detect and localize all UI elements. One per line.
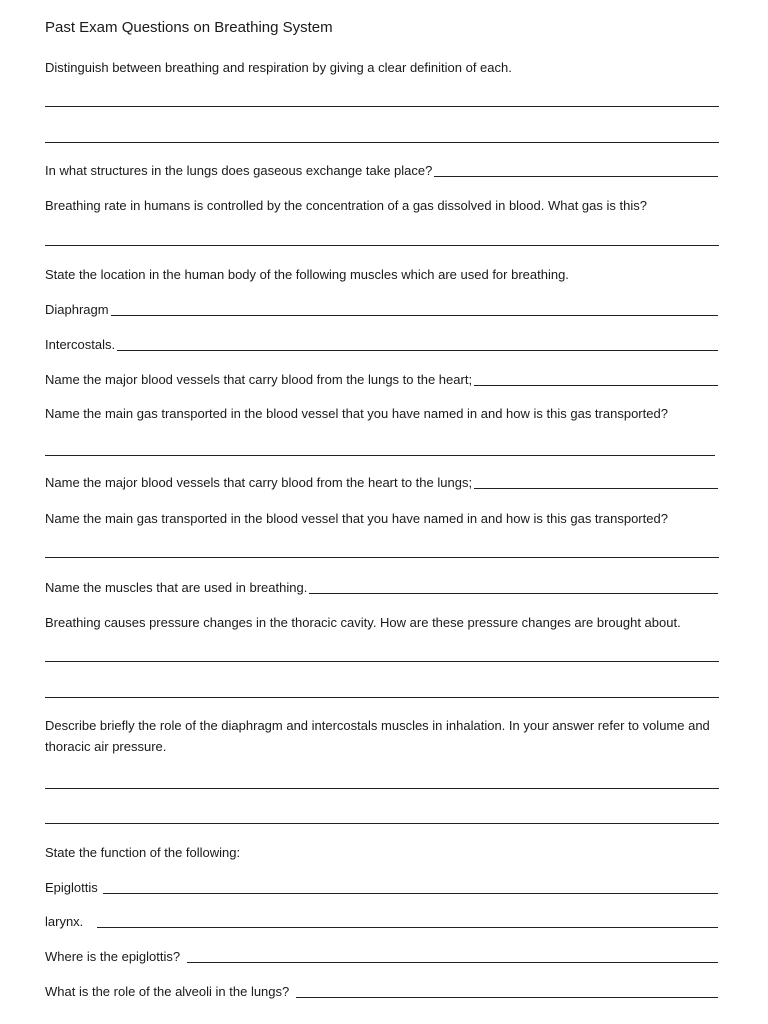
question-breathing-muscles: Name the muscles that are used in breathing. — [45, 580, 308, 595]
question-gaseous-exchange: In what structures in the lungs does gaseous exchange take place? — [45, 163, 433, 178]
answer-line[interactable] — [309, 592, 718, 594]
answer-line[interactable] — [187, 961, 718, 963]
intercostals-label: Intercostals. — [45, 337, 116, 352]
answer-line[interactable] — [45, 661, 719, 662]
answer-line[interactable] — [45, 455, 715, 456]
answer-line[interactable] — [97, 926, 718, 928]
intercostals-row — [45, 334, 718, 355]
question-vessels-heart-to-lungs-row — [45, 472, 718, 493]
question-muscle-location: State the location in the human body of the following muscles which are used for breathing. — [45, 267, 569, 282]
epiglottis-row — [45, 877, 718, 898]
page-title: Past Exam Questions on Breathing System — [45, 19, 333, 36]
answer-line[interactable] — [45, 142, 719, 143]
question-epiglottis-location: Where is the epiglottis? — [45, 949, 181, 964]
question-main-gas-transport-1: Name the main gas transported in the blood vessel that you have named in and how is this gas transported? — [45, 406, 668, 421]
larynx-row — [45, 911, 718, 932]
question-vessels-heart-to-lungs: Name the major blood vessels that carry blood from the heart to the lungs; — [45, 475, 473, 490]
question-breathing-vs-respiration: Distinguish between breathing and respiration by giving a clear definition of each. — [45, 60, 512, 75]
larynx-label: larynx. — [45, 914, 84, 929]
diaphragm-row — [45, 299, 718, 320]
answer-line[interactable] — [117, 349, 718, 351]
question-vessels-lungs-to-heart: Name the major blood vessels that carry blood from the lungs to the heart; — [45, 372, 473, 387]
answer-line[interactable] — [45, 823, 719, 824]
question-diaphragm-intercostals-role: Describe briefly the role of the diaphragm and intercostals muscles in inhalation. In your answer refer to volume and thoracic air pressure. — [45, 718, 710, 754]
question-alveoli-role: What is the role of the alveoli in the lungs? — [45, 984, 290, 999]
answer-line[interactable] — [434, 175, 718, 177]
answer-line[interactable] — [45, 697, 719, 698]
answer-line[interactable] — [111, 314, 718, 316]
diaphragm-label: Diaphragm — [45, 302, 109, 317]
question-vessels-lungs-to-heart-row — [45, 369, 718, 390]
question-pressure-changes: Breathing causes pressure changes in the thoracic cavity. How are these pressure changes are brought about. — [45, 615, 681, 630]
answer-line[interactable] — [296, 996, 718, 998]
answer-line[interactable] — [474, 384, 718, 386]
answer-line[interactable] — [45, 106, 719, 107]
epiglottis-label: Epiglottis — [45, 880, 98, 895]
answer-line[interactable] — [45, 788, 719, 789]
answer-line[interactable] — [103, 892, 718, 894]
answer-line[interactable] — [45, 245, 719, 246]
question-breathing-rate-gas: Breathing rate in humans is controlled by the concentration of a gas dissolved in blood. What gas is this? — [45, 198, 647, 213]
answer-line[interactable] — [45, 557, 719, 558]
answer-line[interactable] — [474, 487, 718, 489]
question-main-gas-transport-2: Name the main gas transported in the blood vessel that you have named in and how is this gas transported? — [45, 511, 668, 526]
question-alveoli-role-row — [45, 981, 718, 1002]
question-epiglottis-location-row — [45, 946, 718, 967]
question-state-function: State the function of the following: — [45, 845, 241, 860]
question-breathing-muscles-row — [45, 577, 718, 598]
question-gaseous-exchange-row — [45, 160, 718, 181]
